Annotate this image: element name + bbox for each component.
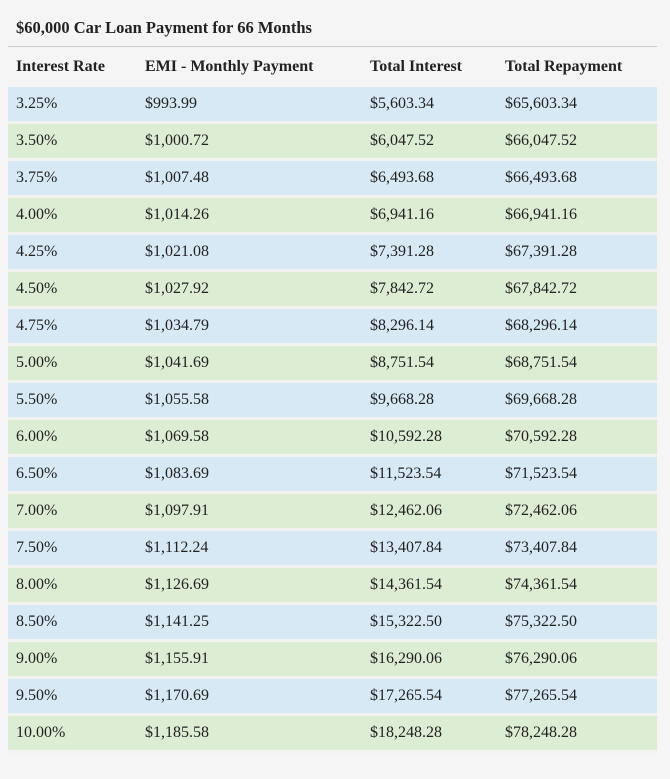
interest-rate-cell: 7.50% bbox=[8, 531, 137, 568]
total-interest-cell: $17,265.54 bbox=[362, 679, 497, 716]
table-row bbox=[8, 309, 657, 346]
table-row bbox=[8, 605, 657, 642]
interest-rate-cell: 10.00% bbox=[8, 716, 137, 753]
emi-cell: $1,185.58 bbox=[137, 716, 362, 753]
emi-cell: $1,097.91 bbox=[137, 494, 362, 531]
column-header-total-repayment: Total Repayment bbox=[505, 58, 623, 75]
emi-cell: $1,021.08 bbox=[137, 235, 362, 272]
column-header-emi-monthly-payment: EMI - Monthly Payment bbox=[145, 58, 314, 75]
total-repayment-cell: $75,322.50 bbox=[497, 605, 657, 642]
total-interest-cell: $7,842.72 bbox=[362, 272, 497, 309]
interest-rate-cell: 4.00% bbox=[8, 198, 137, 235]
interest-rate-cell: 7.00% bbox=[8, 494, 137, 531]
table-row bbox=[8, 124, 657, 161]
total-interest-cell: $10,592.28 bbox=[362, 420, 497, 457]
total-interest-cell: $18,248.28 bbox=[362, 716, 497, 753]
total-interest-cell: $11,523.54 bbox=[362, 457, 497, 494]
total-repayment-cell: $67,842.72 bbox=[497, 272, 657, 309]
table-row bbox=[8, 235, 657, 272]
total-repayment-cell: $71,523.54 bbox=[497, 457, 657, 494]
total-repayment-cell: $77,265.54 bbox=[497, 679, 657, 716]
table-row bbox=[8, 568, 657, 605]
total-interest-cell: $16,290.06 bbox=[362, 642, 497, 679]
emi-cell: $1,034.79 bbox=[137, 309, 362, 346]
table-row bbox=[8, 87, 657, 124]
interest-rate-cell: 3.25% bbox=[8, 87, 137, 124]
table-row bbox=[8, 346, 657, 383]
table-row bbox=[8, 272, 657, 309]
total-interest-cell: $8,296.14 bbox=[362, 309, 497, 346]
loan-payment-table bbox=[8, 47, 657, 753]
total-interest-cell: $15,322.50 bbox=[362, 605, 497, 642]
total-repayment-cell: $74,361.54 bbox=[497, 568, 657, 605]
interest-rate-cell: 3.50% bbox=[8, 124, 137, 161]
table-row bbox=[8, 161, 657, 198]
total-interest-cell: $6,941.16 bbox=[362, 198, 497, 235]
total-repayment-cell: $76,290.06 bbox=[497, 642, 657, 679]
interest-rate-cell: 4.25% bbox=[8, 235, 137, 272]
emi-cell: $1,041.69 bbox=[137, 346, 362, 383]
emi-cell: $1,000.72 bbox=[137, 124, 362, 161]
emi-cell: $1,141.25 bbox=[137, 605, 362, 642]
total-repayment-cell: $66,047.52 bbox=[497, 124, 657, 161]
total-repayment-cell: $78,248.28 bbox=[497, 716, 657, 753]
emi-cell: $1,069.58 bbox=[137, 420, 362, 457]
total-interest-cell: $13,407.84 bbox=[362, 531, 497, 568]
table-row bbox=[8, 494, 657, 531]
table-row bbox=[8, 383, 657, 420]
interest-rate-cell: 8.00% bbox=[8, 568, 137, 605]
table-row bbox=[8, 198, 657, 235]
interest-rate-cell: 3.75% bbox=[8, 161, 137, 198]
page-title: $60,000 Car Loan Payment for 66 Months bbox=[16, 18, 312, 37]
interest-rate-cell: 5.00% bbox=[8, 346, 137, 383]
total-interest-cell: $7,391.28 bbox=[362, 235, 497, 272]
total-interest-cell: $6,047.52 bbox=[362, 124, 497, 161]
emi-cell: $1,027.92 bbox=[137, 272, 362, 309]
total-repayment-cell: $69,668.28 bbox=[497, 383, 657, 420]
interest-rate-cell: 9.00% bbox=[8, 642, 137, 679]
table-row bbox=[8, 679, 657, 716]
total-interest-cell: $14,361.54 bbox=[362, 568, 497, 605]
total-repayment-cell: $66,941.16 bbox=[497, 198, 657, 235]
total-interest-cell: $8,751.54 bbox=[362, 346, 497, 383]
emi-cell: $1,014.26 bbox=[137, 198, 362, 235]
loan-table-section bbox=[8, 0, 657, 753]
interest-rate-cell: 4.75% bbox=[8, 309, 137, 346]
table-row bbox=[8, 457, 657, 494]
interest-rate-cell: 9.50% bbox=[8, 679, 137, 716]
interest-rate-cell: 4.50% bbox=[8, 272, 137, 309]
emi-cell: $1,170.69 bbox=[137, 679, 362, 716]
total-repayment-cell: $70,592.28 bbox=[497, 420, 657, 457]
table-row bbox=[8, 420, 657, 457]
total-interest-cell: $9,668.28 bbox=[362, 383, 497, 420]
table-row bbox=[8, 716, 657, 753]
total-repayment-cell: $65,603.34 bbox=[497, 87, 657, 124]
emi-cell: $1,126.69 bbox=[137, 568, 362, 605]
total-repayment-cell: $68,296.14 bbox=[497, 309, 657, 346]
column-header-interest-rate: Interest Rate bbox=[16, 58, 106, 75]
emi-cell: $1,112.24 bbox=[137, 531, 362, 568]
total-repayment-cell: $68,751.54 bbox=[497, 346, 657, 383]
total-repayment-cell: $73,407.84 bbox=[497, 531, 657, 568]
total-repayment-cell: $67,391.28 bbox=[497, 235, 657, 272]
total-interest-cell: $12,462.06 bbox=[362, 494, 497, 531]
total-repayment-cell: $66,493.68 bbox=[497, 161, 657, 198]
total-repayment-cell: $72,462.06 bbox=[497, 494, 657, 531]
emi-cell: $993.99 bbox=[137, 87, 362, 124]
emi-cell: $1,083.69 bbox=[137, 457, 362, 494]
emi-cell: $1,155.91 bbox=[137, 642, 362, 679]
column-header-total-interest: Total Interest bbox=[370, 58, 462, 75]
total-interest-cell: $5,603.34 bbox=[362, 87, 497, 124]
table-row bbox=[8, 642, 657, 679]
table-body bbox=[8, 87, 657, 753]
emi-cell: $1,007.48 bbox=[137, 161, 362, 198]
interest-rate-cell: 8.50% bbox=[8, 605, 137, 642]
interest-rate-cell: 6.00% bbox=[8, 420, 137, 457]
emi-cell: $1,055.58 bbox=[137, 383, 362, 420]
table-row bbox=[8, 531, 657, 568]
table-header-row bbox=[8, 47, 657, 87]
interest-rate-cell: 6.50% bbox=[8, 457, 137, 494]
interest-rate-cell: 5.50% bbox=[8, 383, 137, 420]
total-interest-cell: $6,493.68 bbox=[362, 161, 497, 198]
